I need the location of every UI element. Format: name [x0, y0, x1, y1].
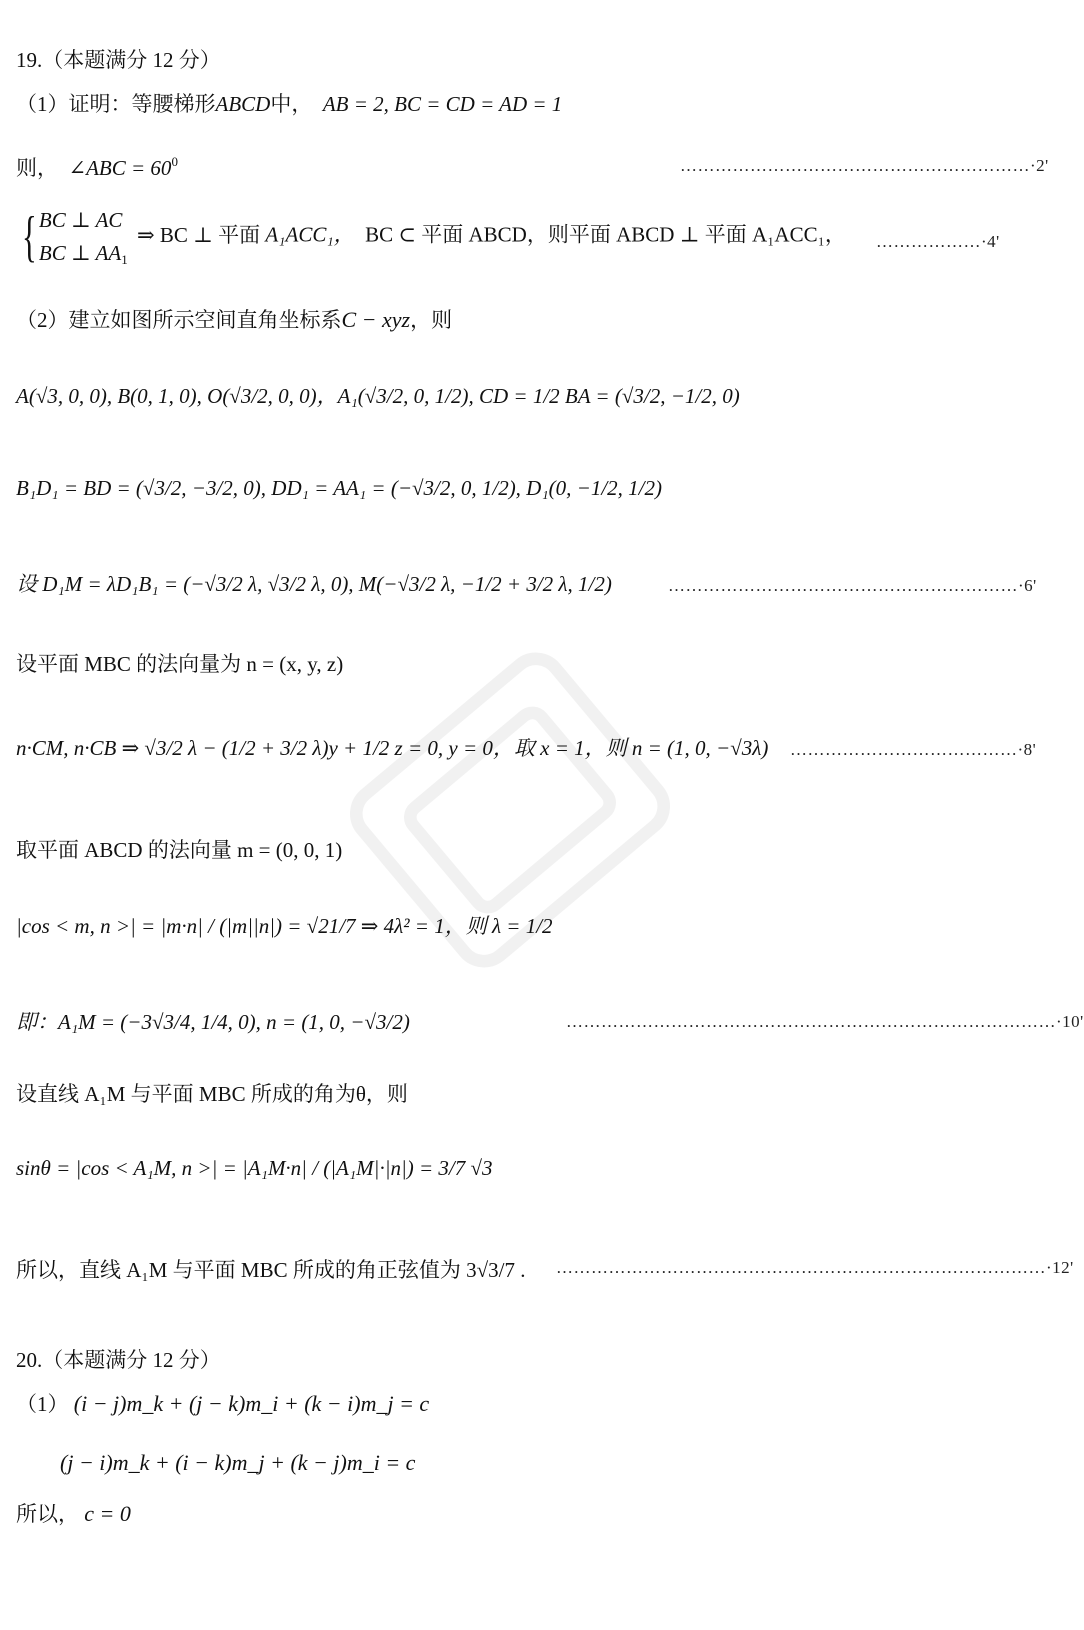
- q19-a1m-line: 即：A₁M = (−3√3/4, 1/4, 0), n = (1, 0, −√3/2): [16, 1010, 410, 1034]
- score-dots-6: ……………………………………………………·6': [668, 576, 1037, 595]
- q19-normal-set: 设平面 MBC 的法向量为 n = (x, y, z): [16, 652, 344, 676]
- watermark-seal: [300, 600, 720, 1020]
- q20-conclusion: 所以， c = 0: [16, 1501, 131, 1526]
- score-dots-8: …………………………………·8': [790, 740, 1037, 759]
- q19-title: 19.（本题满分 12 分）: [16, 48, 221, 72]
- score-dots-12: …………………………………………………………………………·12': [556, 1258, 1074, 1277]
- q20-eq2: (j − i)m_k + (i − k)m_j + (k − j)m_i = c: [60, 1450, 416, 1475]
- q19-conclusion: 所以，直线 A₁M 与平面 MBC 所成的角正弦值为 3√3/7 .: [16, 1258, 526, 1282]
- q20-title: 20.（本题满分 12 分）: [16, 1348, 221, 1372]
- q19-part2-line: （2）建立如图所示空间直角坐标系C − xyz，则: [16, 307, 453, 332]
- q19-b1d1-line: B₁D₁ = BD = (√3/2, −3/2, 0), DD₁ = AA₁ = (−√3/2, 0, 1/2), D₁(0, −1/2, 1/2): [16, 476, 662, 500]
- q19-part1-line: （1）证明：等腰梯形ABCD中， AB = 2, BC = CD = AD = 1: [16, 92, 563, 116]
- q19-cos-line: |cos < m, n >| = |m·n| / (|m||n|) = √21/7 ⇒ 4λ² = 1，则 λ = 1/2: [16, 914, 553, 938]
- q19-system2: n·CM, n·CB ⇒ √3/2 λ − (1/2 + 3/2 λ)y + 1/2 z = 0, y = 0，取 x = 1，则 n = (1, 0, −√3λ): [16, 736, 769, 760]
- q19-d1m-line: 设 D₁M = λD₁B₁ = (−√3/2 λ, √3/2 λ, 0), M(−√3/2 λ, −1/2 + 3/2 λ, 1/2): [16, 572, 612, 596]
- score-dots-4: ………………·4': [876, 232, 1000, 251]
- score-dots-2: ……………………………………………………·2': [680, 156, 1049, 175]
- q19-angle-line: 则， ∠ABC = $60^0$: [16, 154, 178, 180]
- q19-system1: { BC ⊥ AC BC ⊥ $AA_1$ ⇒ BC ⊥ 平面 A₁ACC₁， BC ⊂ 平面 ABCD，则平面 ABCD ⊥ 平面 A₁ACC₁，: [22, 205, 846, 268]
- q20-eq1: （1） (i − j)m_k + (j − k)m_i + (k − i)m_j = c: [16, 1391, 430, 1416]
- q19-normal-abcd: 取平面 ABCD 的法向量 m = (0, 0, 1): [16, 838, 343, 862]
- q19-coordinates: A(√3, 0, 0), B(0, 1, 0), O(√3/2, 0, 0)，A₁(√3/2, 0, 1/2), CD = 1/2 BA = (√3/2, −1/2, 0): [16, 384, 740, 408]
- score-dots-10: …………………………………………………………………………·10': [566, 1012, 1084, 1031]
- q19-angle-set: 设直线 A₁M 与平面 MBC 所成的角为θ，则: [16, 1082, 408, 1106]
- q19-sin-line: sinθ = |cos < A₁M, n >| = |A₁M·n| / (|A₁M|·|n|) = 3/7 √3: [16, 1156, 493, 1180]
